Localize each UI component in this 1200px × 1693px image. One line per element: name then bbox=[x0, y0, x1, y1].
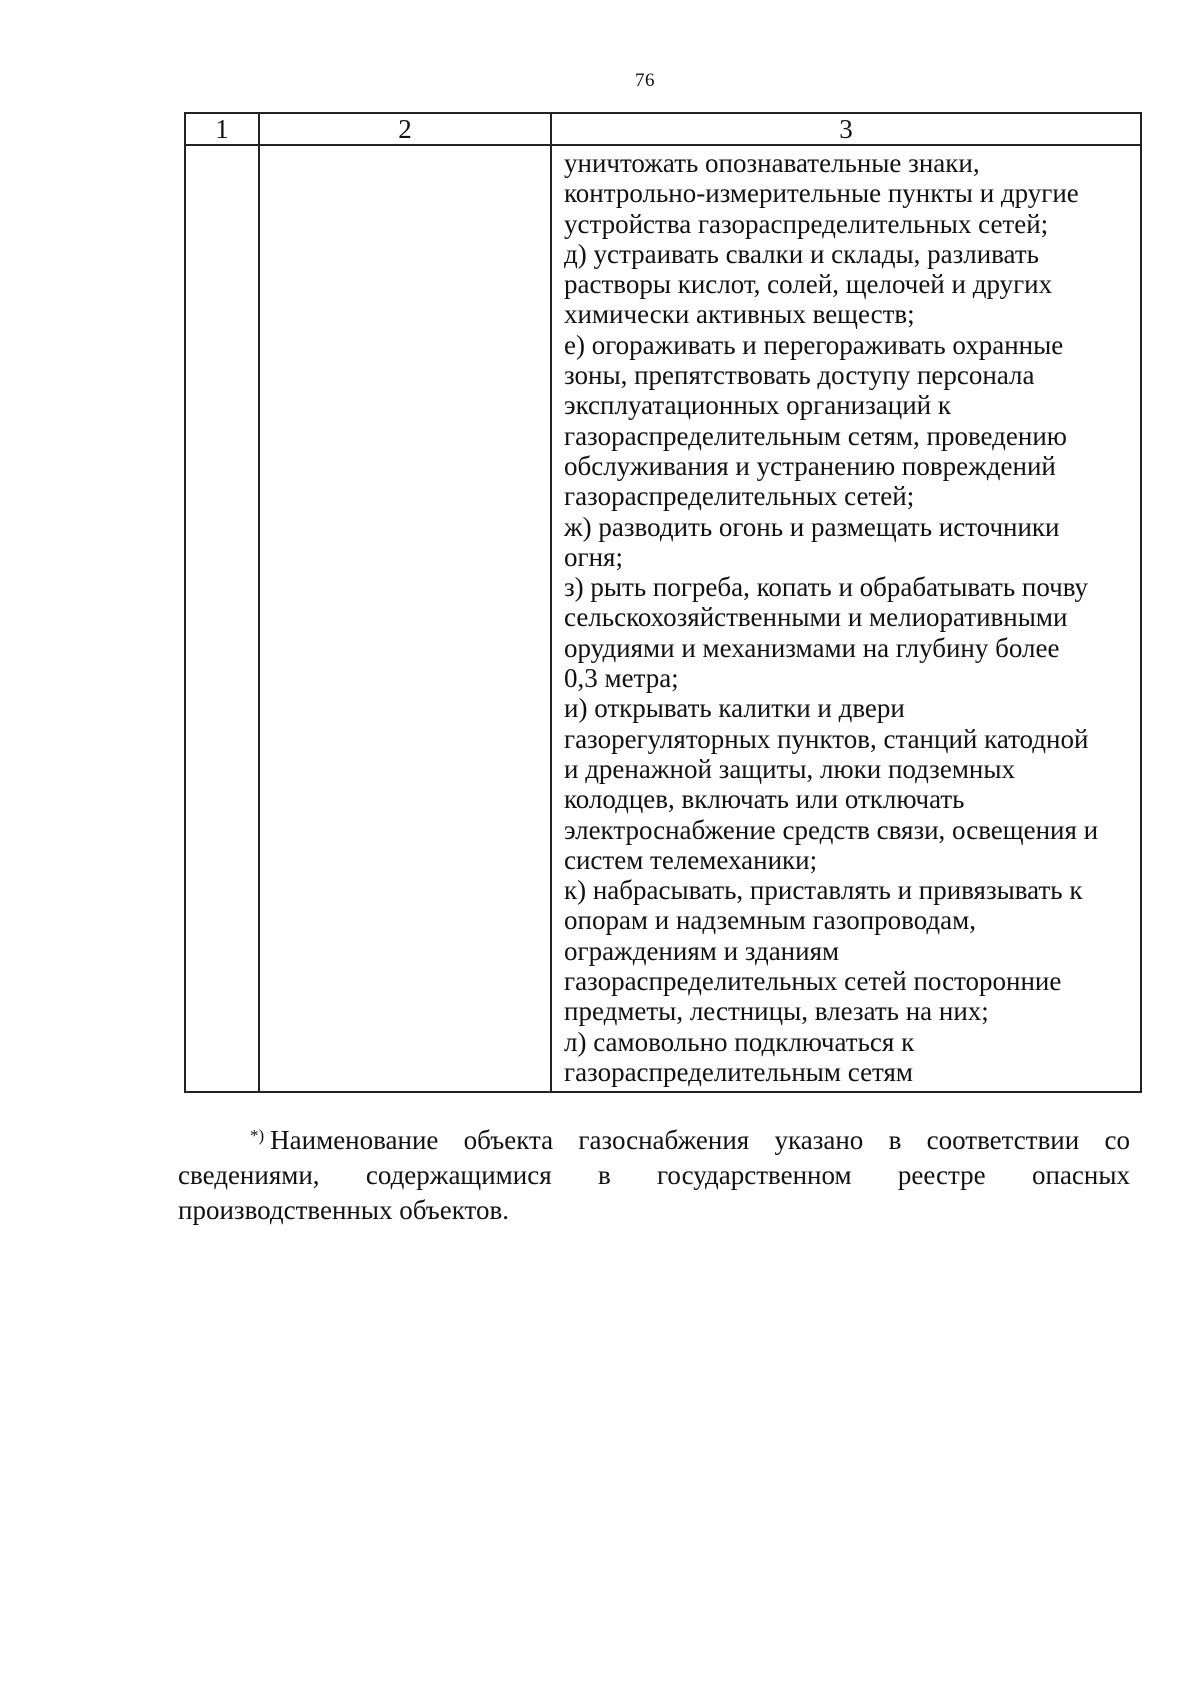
text-line: к) набрасывать, приставлять и привязывать к bbox=[564, 875, 1083, 906]
text-line: д) устраивать свалки и склады, разливать bbox=[564, 238, 1039, 269]
page-number: 76 bbox=[635, 70, 655, 91]
column-header-2: 2 bbox=[259, 113, 551, 145]
text-line: ограждениям и зданиям bbox=[564, 935, 840, 966]
text-line: опорам и надземным газопроводам, bbox=[564, 905, 976, 936]
text-line: уничтожать опознавательные знаки, bbox=[564, 148, 980, 178]
cell-column-2 bbox=[259, 145, 551, 1092]
text-line: эксплуатационных организаций к bbox=[564, 390, 951, 421]
text-line: газораспределительных сетей посторонние bbox=[564, 966, 1062, 997]
text-line: л) самовольно подключаться к bbox=[564, 1026, 915, 1057]
text-line: газорегуляторных пунктов, станций катодной bbox=[564, 723, 1089, 754]
text-line: предметы, лестницы, влезать на них; bbox=[564, 996, 989, 1027]
text-line: газораспределительных сетей; bbox=[564, 481, 915, 512]
footnote bbox=[178, 1118, 1130, 1228]
text-line: электроснабжение средств связи, освещения и bbox=[564, 814, 1099, 845]
text-line: огня; bbox=[564, 541, 623, 572]
table-header-row bbox=[185, 113, 1141, 145]
text-line: газораспределительным сетям, проведению bbox=[564, 420, 1067, 451]
text-line: орудиями и механизмами на глубину более bbox=[564, 632, 1060, 663]
text-line: обслуживания и устранению повреждений bbox=[564, 450, 1056, 481]
text-line: 0,3 метра; bbox=[564, 663, 679, 694]
text-line: газораспределительным сетям bbox=[564, 1056, 913, 1087]
text-line: устройства газораспределительных сетей; bbox=[564, 208, 1049, 239]
text-line: колодцев, включать или отключать bbox=[564, 784, 965, 815]
column-header-3: 3 bbox=[551, 113, 1141, 145]
footnote-marker: *) bbox=[250, 1126, 265, 1145]
column-header-1: 1 bbox=[185, 113, 259, 145]
text-line: ж) разводить огонь и размещать источники bbox=[564, 511, 1060, 542]
text-line: контрольно-измерительные пункты и другие bbox=[564, 178, 1079, 209]
text-line: з) рыть погреба, копать и обрабатывать почву bbox=[564, 572, 1089, 603]
text-line: растворы кислот, солей, щелочей и других bbox=[564, 269, 1053, 300]
text-line: химически активных веществ; bbox=[564, 299, 915, 330]
text-line: и) открывать калитки и двери bbox=[564, 693, 905, 724]
text-line: е) огораживать и перегораживать охранные bbox=[564, 329, 1064, 360]
footnote-text: Наименование объекта газоснабжения указано в соответствии со сведениями, содержащимися в государственном реестре опасных производственных объектов. bbox=[178, 1125, 1130, 1225]
text-line: сельскохозяйственными и мелиоративными bbox=[564, 602, 1068, 633]
table-row bbox=[185, 145, 1141, 1092]
text-line: зоны, препятствовать доступу персонала bbox=[564, 360, 1035, 391]
regulation-table bbox=[184, 112, 1142, 1093]
cell-column-1 bbox=[185, 145, 259, 1092]
cell-column-3 bbox=[551, 145, 1141, 1092]
text-line: и дренажной защиты, люки подземных bbox=[564, 753, 1016, 784]
text-line: систем телемеханики; bbox=[564, 844, 818, 875]
footnote-paragraph bbox=[178, 1118, 1130, 1228]
